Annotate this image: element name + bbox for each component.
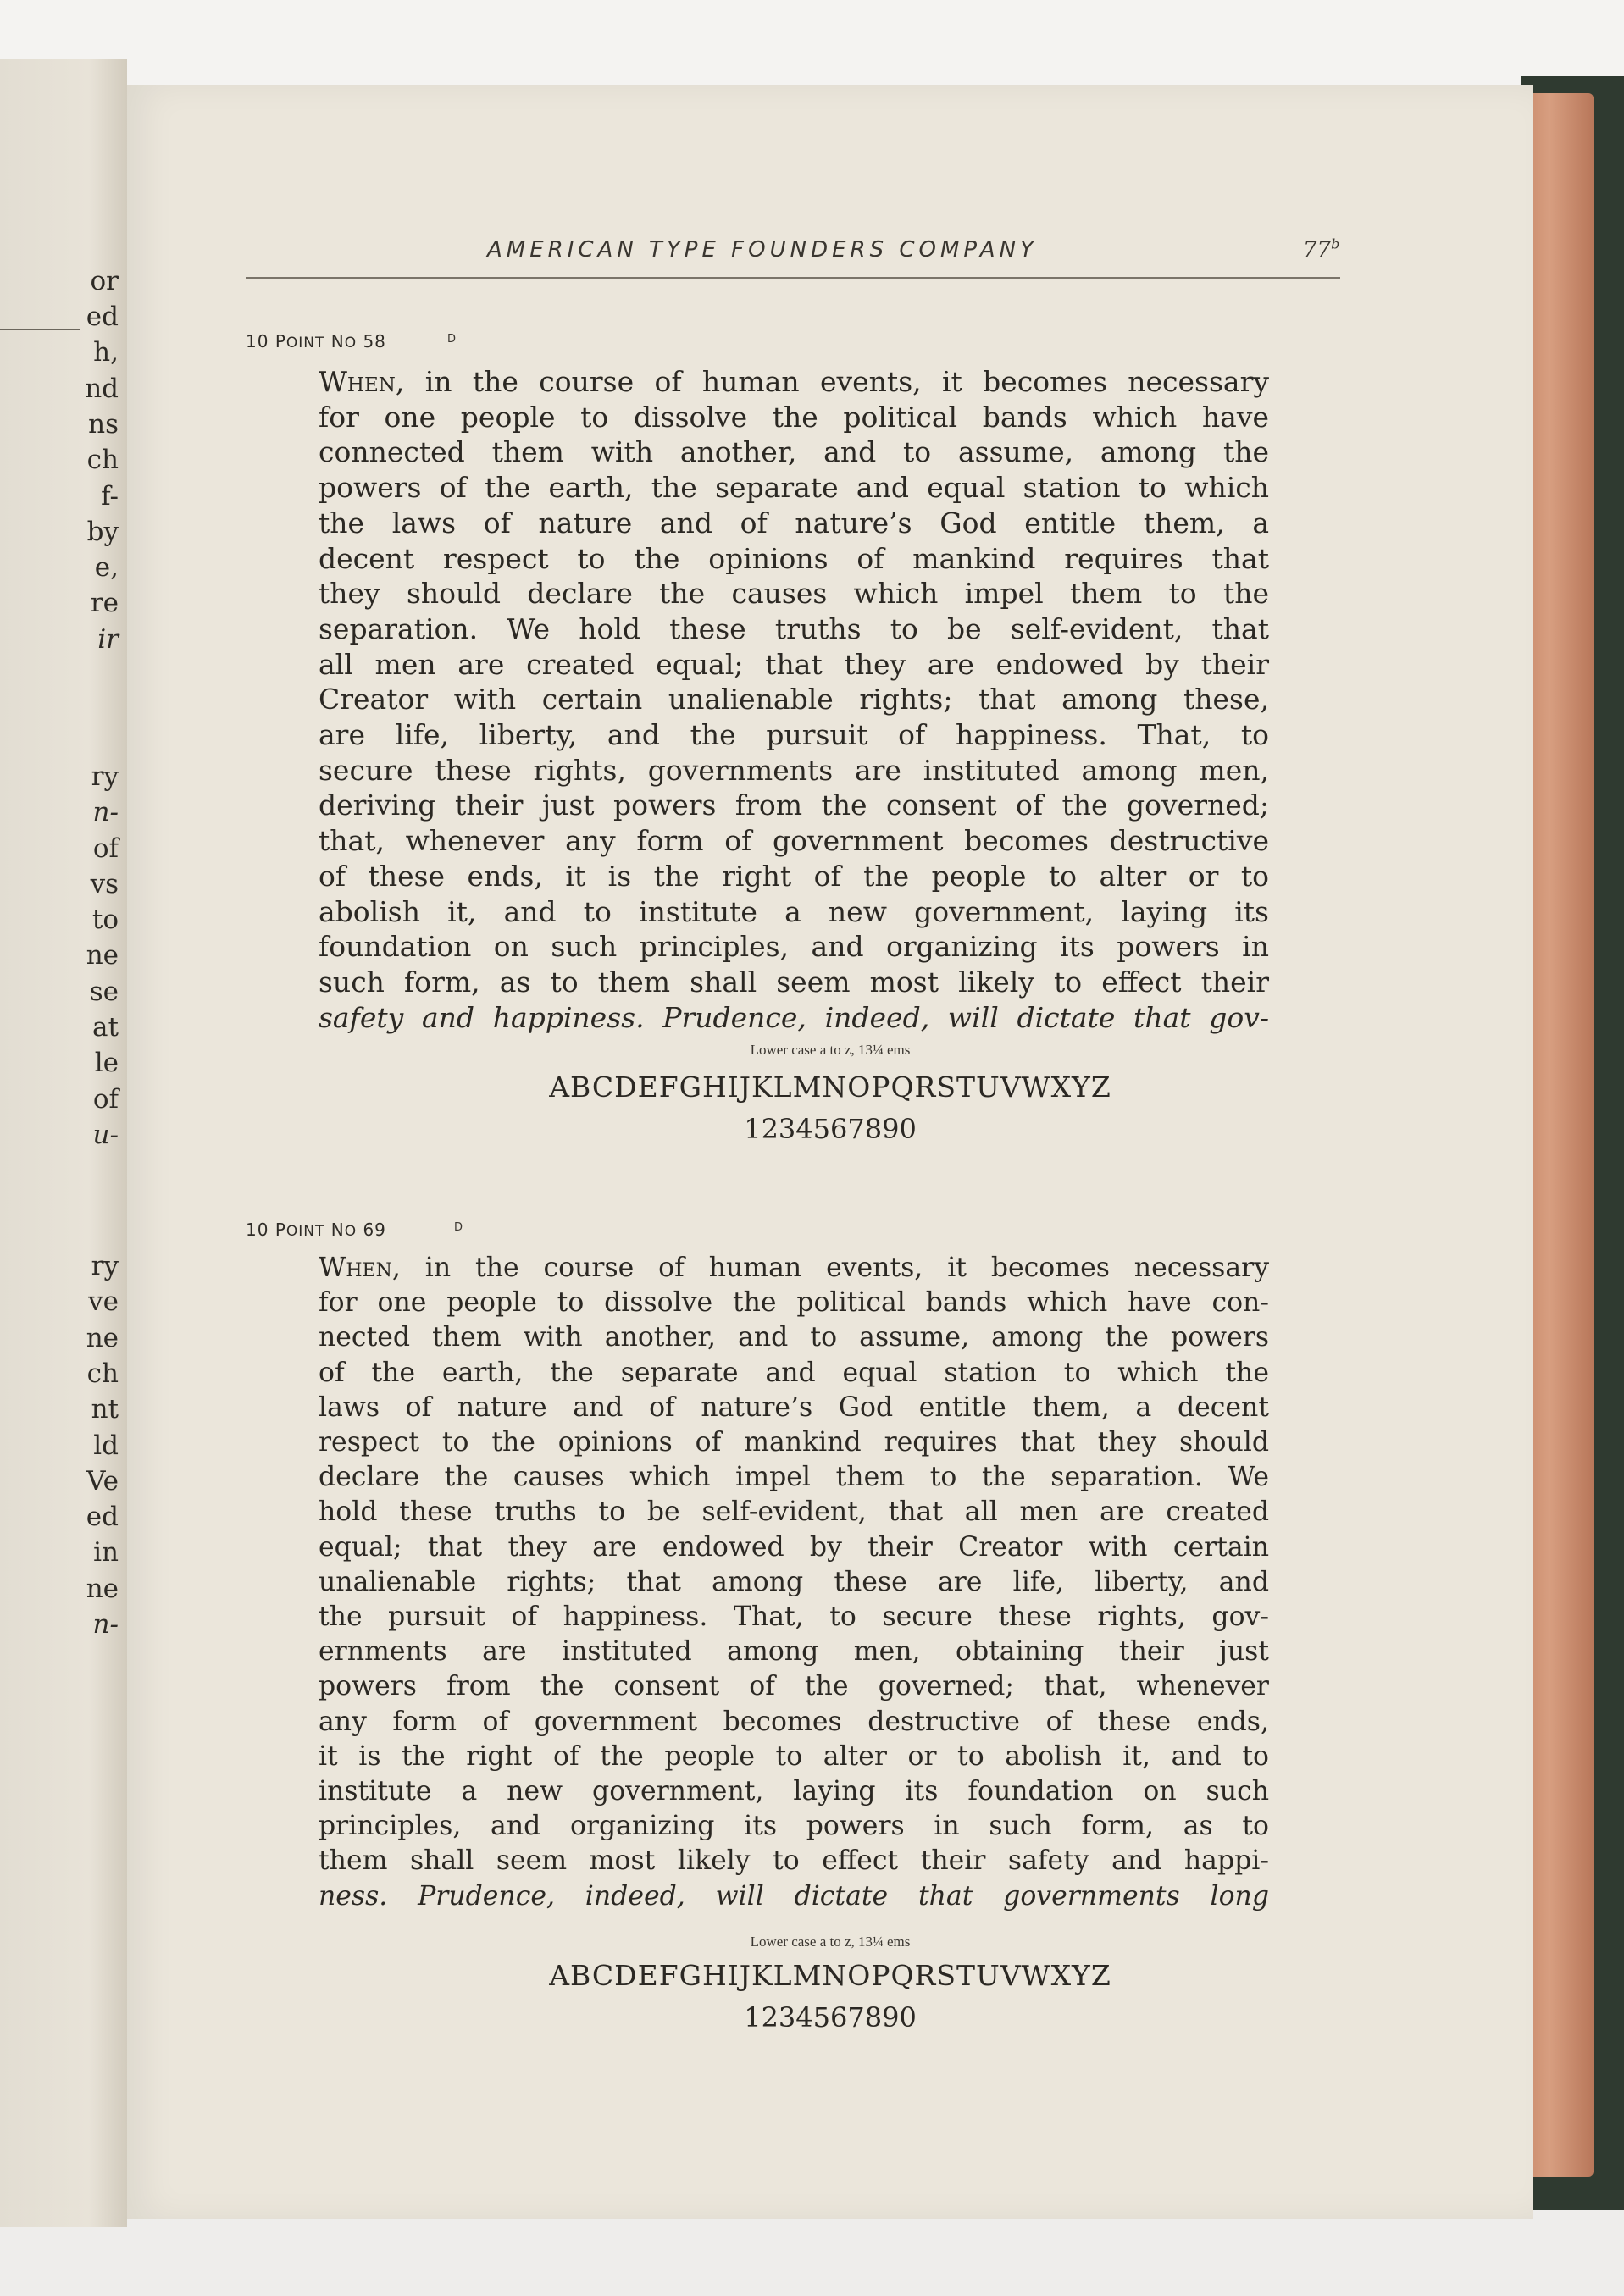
specimen-text-block	[319, 1251, 1269, 1914]
figures-line: 1234567890	[744, 1113, 917, 1145]
left-page-word-fragment: h,	[93, 337, 119, 368]
specimen-line: it is the right of the people to alter or to abolish it, and to	[319, 1740, 1269, 1772]
left-page-word-fragment: to	[91, 905, 119, 936]
specimen-line: unalienable rights; that among these are life, liberty, and	[319, 1566, 1269, 1597]
specimen-line: principles, and organizing its powers in such form, as to	[319, 1811, 1269, 1842]
left-page-word-fragment: ry	[91, 1251, 119, 1281]
specimen-line: connected them with another, and to assume, among the	[319, 435, 1269, 469]
left-page-word-fragment: ir	[97, 623, 119, 655]
header-rule	[246, 277, 1340, 279]
running-head: AMERICAN TYPE FOUNDERS COMPANY	[487, 237, 1038, 263]
specimen-line: deriving their just powers from the consent of the governed;	[319, 788, 1269, 822]
left-page-word-fragment: of	[92, 1083, 119, 1115]
specimen-line: powers from the consent of the governed; that, whenever	[319, 1671, 1269, 1702]
left-page-word-fragment: Ve	[86, 1465, 119, 1497]
left-page-word-fragment: ch	[86, 1358, 119, 1389]
specimen-line: for one people to dissolve the political bands which have con-	[319, 1287, 1269, 1319]
page-number-suffix: b	[1331, 235, 1340, 252]
left-page-word-fragment: ve	[88, 1286, 119, 1318]
left-page-word-fragment: at	[92, 1012, 119, 1043]
left-page-word-fragment: ch	[86, 445, 119, 476]
specimen-line: of the earth, the separate and equal station to which the	[319, 1357, 1269, 1388]
ems-note: Lower case a to z, 13¼ ems	[750, 1042, 911, 1058]
left-page-word-fragment: n-	[92, 1609, 119, 1640]
left-page-word-fragment: ed	[86, 1502, 119, 1533]
alphabet-line: ABCDEFGHIJKLMNOPQRSTUVWXYZ	[549, 1959, 1111, 1992]
specimen-line: When, in the course of human events, it becomes necessary	[319, 365, 1269, 398]
left-page-word-fragment: e,	[94, 552, 119, 584]
specimen-line: powers of the earth, the separate and equal station to which	[319, 471, 1269, 505]
specimen-line: the pursuit of happiness. That, to secure these rights, gov-	[319, 1602, 1269, 1633]
specimen-line: abolish it, and to institute a new government, laying its	[319, 894, 1269, 928]
page-number	[1303, 235, 1339, 263]
left-page-word-fragment: in	[93, 1537, 119, 1568]
specimen-line: the laws of nature and of nature’s God entitle them, a	[319, 506, 1269, 539]
left-page-word-fragment: nt	[91, 1394, 119, 1425]
alphabet-line: ABCDEFGHIJKLMNOPQRSTUVWXYZ	[549, 1071, 1111, 1104]
specimen-label-text: 10 POINT NO 58	[246, 331, 386, 351]
left-page-word-fragment: f-	[101, 480, 119, 512]
specimen-line: foundation on such principles, and organizing its powers in	[319, 930, 1269, 964]
specimen-line: respect to the opinions of mankind requires that they should	[319, 1427, 1269, 1458]
specimen-line: equal; that they are endowed by their Creator with certain	[319, 1531, 1269, 1563]
specimen-mark: D	[447, 333, 457, 346]
left-page-fragment	[0, 59, 127, 2227]
left-page-word-fragment: ld	[93, 1430, 119, 1461]
specimen-label	[246, 1220, 386, 1240]
left-page-word-fragment: ne	[86, 940, 119, 971]
specimen-line: declare the causes which impel them to the separation. We	[319, 1462, 1269, 1493]
specimen-line: all men are created equal; that they are endowed by their	[319, 647, 1269, 681]
left-page-word-fragment: nd	[85, 373, 119, 404]
specimen-mark: D	[454, 1221, 463, 1234]
specimen-line: hold these truths to be self-evident, that all men are created	[319, 1497, 1269, 1528]
left-page-word-fragment: or	[90, 265, 119, 296]
specimen-line: are life, liberty, and the pursuit of happiness. That, to	[319, 718, 1269, 752]
specimen-line: nected them with another, and to assume, among the powers	[319, 1322, 1269, 1353]
ems-note: Lower case a to z, 13¼ ems	[750, 1934, 911, 1950]
specimen-line: laws of nature and of nature’s God entitle them, a decent	[319, 1391, 1269, 1423]
left-page-word-fragment: ns	[88, 408, 119, 440]
specimen-line: separation. We hold these truths to be self-evident, that	[319, 611, 1269, 645]
left-page-word-fragment: le	[94, 1048, 119, 1079]
left-page-word-fragment: ry	[91, 761, 119, 792]
left-page-word-fragment: u-	[92, 1119, 119, 1150]
specimen-line: Creator with certain unalienable rights; that among these,	[319, 683, 1269, 716]
left-page-word-fragment: n-	[92, 797, 119, 828]
left-page-word-fragment: ne	[86, 1322, 119, 1353]
specimen-line: such form, as to them shall seem most likely to effect their	[319, 965, 1269, 999]
figures-line: 1234567890	[744, 2001, 917, 2033]
left-page-word-fragment: ne	[86, 1573, 119, 1604]
left-page-word-fragment: ed	[86, 302, 119, 333]
specimen-text-block	[319, 364, 1269, 1035]
specimen-line: them shall seem most likely to effect their safety and happi-	[319, 1845, 1269, 1877]
left-page-word-fragment: vs	[90, 868, 119, 899]
left-page-word-fragment: re	[90, 588, 119, 619]
left-page-word-fragment: se	[89, 976, 119, 1007]
specimen-line: that, whenever any form of government becomes destructive	[319, 824, 1269, 858]
specimen-label	[246, 331, 386, 351]
specimen-line: for one people to dissolve the political bands which have	[319, 400, 1269, 434]
specimen-line: of these ends, it is the right of the people to alter or to	[319, 859, 1269, 893]
specimen-line: they should declare the causes which impel them to the	[319, 577, 1269, 611]
specimen-line: ness. Prudence, indeed, will dictate that governments long	[319, 1880, 1269, 1911]
left-page-word-fragment: of	[92, 833, 119, 864]
left-page-word-fragment: by	[86, 516, 119, 547]
specimen-line: safety and happiness. Prudence, indeed, will dictate that gov-	[319, 1000, 1269, 1034]
specimen-line: When, in the course of human events, it becomes necessary	[319, 1253, 1269, 1283]
specimen-label-text: 10 POINT NO 69	[246, 1220, 386, 1240]
page-number-text: 77$^b$	[1303, 235, 1340, 263]
specimen-line: secure these rights, governments are instituted among men,	[319, 753, 1269, 787]
specimen-line: institute a new government, laying its foundation on such	[319, 1776, 1269, 1807]
specimen-line: decent respect to the opinions of mankind requires that	[319, 541, 1269, 575]
specimen-line: ernments are instituted among men, obtaining their just	[319, 1636, 1269, 1668]
specimen-line: any form of government becomes destructive of these ends,	[319, 1706, 1269, 1737]
